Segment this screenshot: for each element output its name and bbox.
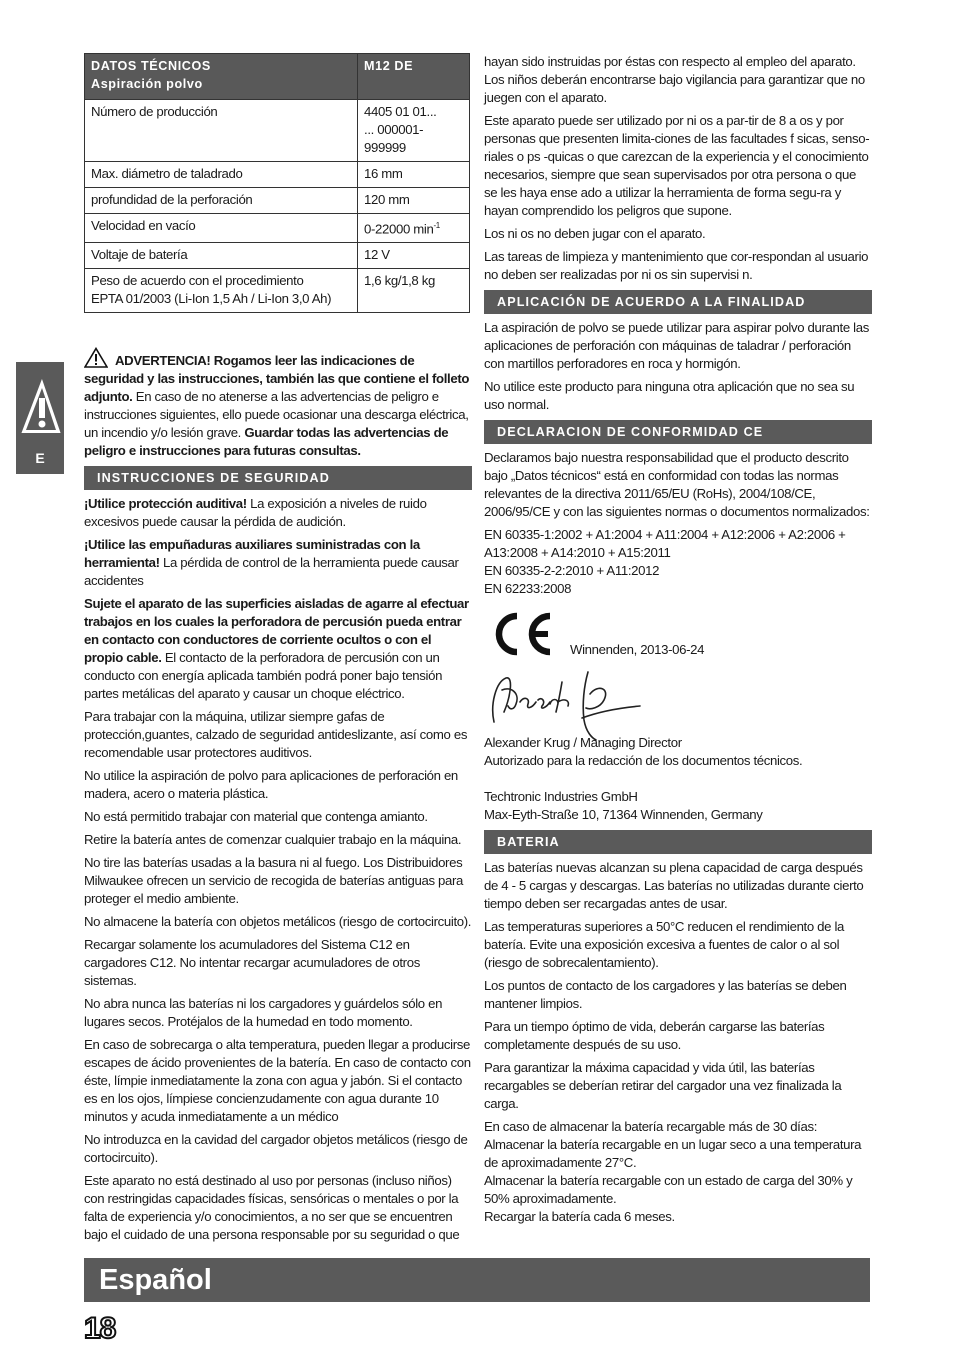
standard: EN 60335-2-2:2010 + A11:2012 <box>484 563 660 578</box>
standard: EN 60335-1:2002 + A1:2004 + A11:2004 + A12:2006 + A2:2006 + A13:2008 + A14:2010 + A15:2011 <box>484 527 846 560</box>
paragraph: Recargar solamente los acumuladores del Sistema C12 en cargadores C12. No intentar recargar acumuladores de otros sistemas. <box>84 937 420 989</box>
left-column <box>84 53 472 1249</box>
paragraph: No abra nunca las baterías ni los cargadores y guárdelos sólo en lugares secos. Protéjalos de la humedad en todo momento. <box>84 996 443 1030</box>
paragraph <box>84 495 472 531</box>
bold-lead: Sujete el aparato de las superficies aisladas de agarre al efectuar trabajos en los cuales la perforadora de percusión pueda entrar en contacto con conductores de corriente ocultos o con el propio cable. <box>84 596 469 666</box>
table-cell: 16 mm <box>358 162 470 188</box>
warning-icon <box>84 347 108 368</box>
section-heading-battery: BATERIA <box>484 830 872 854</box>
table-header-cell <box>85 54 358 100</box>
table-row <box>85 243 470 269</box>
company-address: Max-Eyth-Straße 10, 71364 Winnenden, Germany <box>484 807 763 822</box>
table-cell: profundidad de la perforación <box>85 188 358 214</box>
text: Recargar la batería cada 6 meses. <box>484 1209 675 1224</box>
page-number: 18 <box>84 1312 116 1345</box>
warning-text: En caso de no atenerse a las advertencias de peligro e instrucciones siguientes, ello puede ocasionar una descarga eléctrica, un incendio y/o lesión grave. <box>84 389 469 441</box>
paragraph: No tire las baterías usadas a la basura ni al fuego. Los Distribuidores Milwaukee ofrecen un servicio de recogida de baterías antiguas para proteger el medio ambiente. <box>84 855 464 907</box>
table-header-row <box>85 54 470 100</box>
paragraph: hayan sido instruidas por éstas con respecto al empleo del aparato. Los niños deberán encontrarse bajo vigilancia para garantizar que no juegen con el aparato. <box>484 54 865 105</box>
table-cell: Peso de acuerdo con el procedimiento EPTA 01/2003 (Li-Ion 1,5 Ah / Li-Ion 3,0 Ah) <box>85 269 358 313</box>
table-cell: Max. diámetro de taladrado <box>85 162 358 188</box>
table-row <box>85 100 470 162</box>
technical-data-table <box>84 53 470 313</box>
company-name: Techtronic Industries GmbH <box>484 789 638 804</box>
table-row <box>85 269 470 313</box>
paragraph: Las tareas de limpieza y mantenimiento que cor-respondan al usuario no deben ser realizadas por ni os sin supervisi n. <box>484 249 869 282</box>
section-heading-safety: INSTRUCCIONES DE SEGURIDAD <box>84 466 472 490</box>
paragraph: No está permitido trabajar con material que contenga amianto. <box>84 809 428 825</box>
language-side-tab <box>16 362 64 474</box>
table-row <box>85 214 470 243</box>
paragraph: Las temperaturas superiores a 50°C reducen el rendimiento de la batería. Evite una exposición excesiva a fuentes de calor o al sol (riesgo de sobrecalentamiento). <box>484 919 845 970</box>
table-cell: Número de producción <box>85 100 358 162</box>
warning-keep-text: Guardar todas las advertencias de peligro e instrucciones para futuras consultas. <box>84 425 449 459</box>
text: Almacenar la batería recargable en un lugar seco a una temperatura de aproximadamente 27°C. <box>484 1137 862 1170</box>
signer-role: Autorizado para la redacción de los documentos técnicos. <box>484 753 803 768</box>
table-header-cell: M12 DE <box>358 54 470 100</box>
paragraph: La aspiración de polvo se puede utilizar para aspirar polvo durante las aplicaciones de perforación con máquinas de taladrar / perforación con martillos perforadores en roca y hormigón. <box>484 320 869 371</box>
ce-mark-icon <box>488 610 554 658</box>
text: En caso de almacenar la batería recargable más de 30 días: <box>484 1119 818 1134</box>
paragraph <box>84 536 472 590</box>
table-cell: 4405 01 01... ... 000001-999999 <box>358 100 470 162</box>
paragraph: Los ni os no deben jugar con el aparato. <box>484 226 706 241</box>
text: La pérdida de control de la herramienta puede causar accidentes <box>84 555 459 589</box>
text: Almacenar la batería recargable con un estado de carga del 30% y 50% aproximadamente. <box>484 1173 853 1206</box>
standard: EN 62233:2008 <box>484 581 572 596</box>
paragraph: Para garantizar la máxima capacidad y vida útil, las baterías recargables se deberían retirar del cargador una vez finalizada la carga. <box>484 1060 842 1111</box>
paragraph: Retire la batería antes de comenzar cualquier trabajo en la máquina. <box>84 832 462 848</box>
paragraph: No utilice la aspiración de polvo para aplicaciones de perforación en madera, acero o materia plástica. <box>84 768 458 802</box>
standards-list <box>484 526 872 598</box>
signer-name: Alexander Krug / Managing Director <box>484 735 682 750</box>
section-heading-application: APLICACIÓN DE ACUERDO A LA FINALIDAD <box>484 290 872 314</box>
warning-paragraph <box>84 347 472 460</box>
table-row <box>85 188 470 214</box>
paragraph: Este aparato no está destinado al uso por personas (incluso niños) con restringidas capacidades físicas, sensóricas o mentales o por la falta de experiencia y/o conocimientos, a no ser que se encuentren bajo el cuidado de una persona responsable por su seguridad o que <box>84 1173 460 1243</box>
side-tab-letter: E <box>35 450 45 466</box>
text: La exposición a niveles de ruido excesivos puede causar la pérdida de audición. <box>84 496 427 530</box>
right-column <box>484 53 872 1231</box>
table-cell: 1,6 kg/1,8 kg <box>358 269 470 313</box>
language-footer-bar <box>84 1258 870 1302</box>
paragraph: No almacene la batería con objetos metálicos (riesgo de cortocircuito). <box>84 914 472 930</box>
paragraph <box>84 595 472 703</box>
bold-lead: ¡Utilice las empuñaduras auxiliares suministradas con la herramienta! <box>84 537 420 571</box>
paragraph: Los puntos de contacto de los cargadores y las baterías se deben mantener limpios. <box>484 978 847 1011</box>
rpm-value: 0-22000 min <box>364 221 434 237</box>
header-line: DATOS TÉCNICOS Aspiración polvo <box>91 59 211 91</box>
table-cell: 120 mm <box>358 188 470 214</box>
table-cell: Voltaje de batería <box>85 243 358 269</box>
ce-date: Winnenden, 2013-06-24 <box>570 642 705 657</box>
paragraph: Las baterías nuevas alcanzan su plena capacidad de carga después de 4 - 5 cargas y descargas. Las baterías no utilizadas durante cierto tiempo deben ser recargadas antes de usar. <box>484 860 864 911</box>
table-cell <box>358 214 470 243</box>
warning-bold-text: ADVERTENCIA! Rogamos leer las indicaciones de seguridad y las instrucciones, también las que contiene el folleto adjunto. <box>84 353 470 405</box>
table-cell: 12 V <box>358 243 470 269</box>
table-cell: Velocidad en vacío <box>85 214 358 243</box>
paragraph: No utilice este producto para ninguna otra aplicación que no sea su uso normal. <box>484 379 855 412</box>
table-row <box>85 162 470 188</box>
paragraph: Para trabajar con la máquina, utilizar siempre gafas de protección,guantes, calzado de seguridad antideslizante, así como es recomendable usar protectores auditivos. <box>84 709 468 761</box>
warning-triangle-icon <box>16 362 64 442</box>
language-title: Español <box>99 1264 212 1296</box>
bold-lead: ¡Utilice protección auditiva! <box>84 496 247 512</box>
paragraph: Declaramos bajo nuestra responsabilidad que el producto descrito bajo „Datos técnicos“ está en conformidad con todas las normas relevantes de la directiva 2011/65/EU (RoHs), 2004/108/CE, 2006/95/CE y con las siguientes normas o documentos normalizados: <box>484 450 870 519</box>
signature-icon <box>486 664 646 750</box>
storage-instructions <box>484 1118 872 1226</box>
paragraph: No introduzca en la cavidad del cargador objetos metálicos (riesgo de cortocircuito). <box>84 1132 468 1166</box>
company-block <box>484 788 872 824</box>
text: El contacto de la perforadora de percusión con un conducto con energía aplicada también podrá poner bajo tensión partes metálicas del aparato y causar un choque eléctrico. <box>84 650 443 702</box>
paragraph: Este aparato puede ser utilizado por ni os a par-tir de 8 a os y por personas que presenten limita-ciones de las facultades f sicas, senso-riales o ps -quicas o que carezcan de la experiencia y el conocimiento necesarios, siempre que sean supervisados por otra persona o que se les haya ense ado a utilizar la herramienta de forma segu-ra y hayan comprendido los peligros que supone. <box>484 113 870 218</box>
section-heading-ce: DECLARACION DE CONFORMIDAD CE <box>484 420 872 444</box>
paragraph: Para un tiempo óptimo de vida, deberán cargarse las baterías completamente después de su uso. <box>484 1019 825 1052</box>
certification-block <box>484 608 872 728</box>
rpm-exponent: -1 <box>433 221 440 230</box>
paragraph: En caso de sobrecarga o alta temperatura, pueden llegar a producirse escapes de ácido provenientes de la batería. En caso de contacto con éste, límpie inmediatamente la zona con agua y jabón. Si el contacto es en los ojos, límpiese concienzudamente con agua durante 10 minutos y acuda inmediatamente a un médico <box>84 1037 471 1125</box>
